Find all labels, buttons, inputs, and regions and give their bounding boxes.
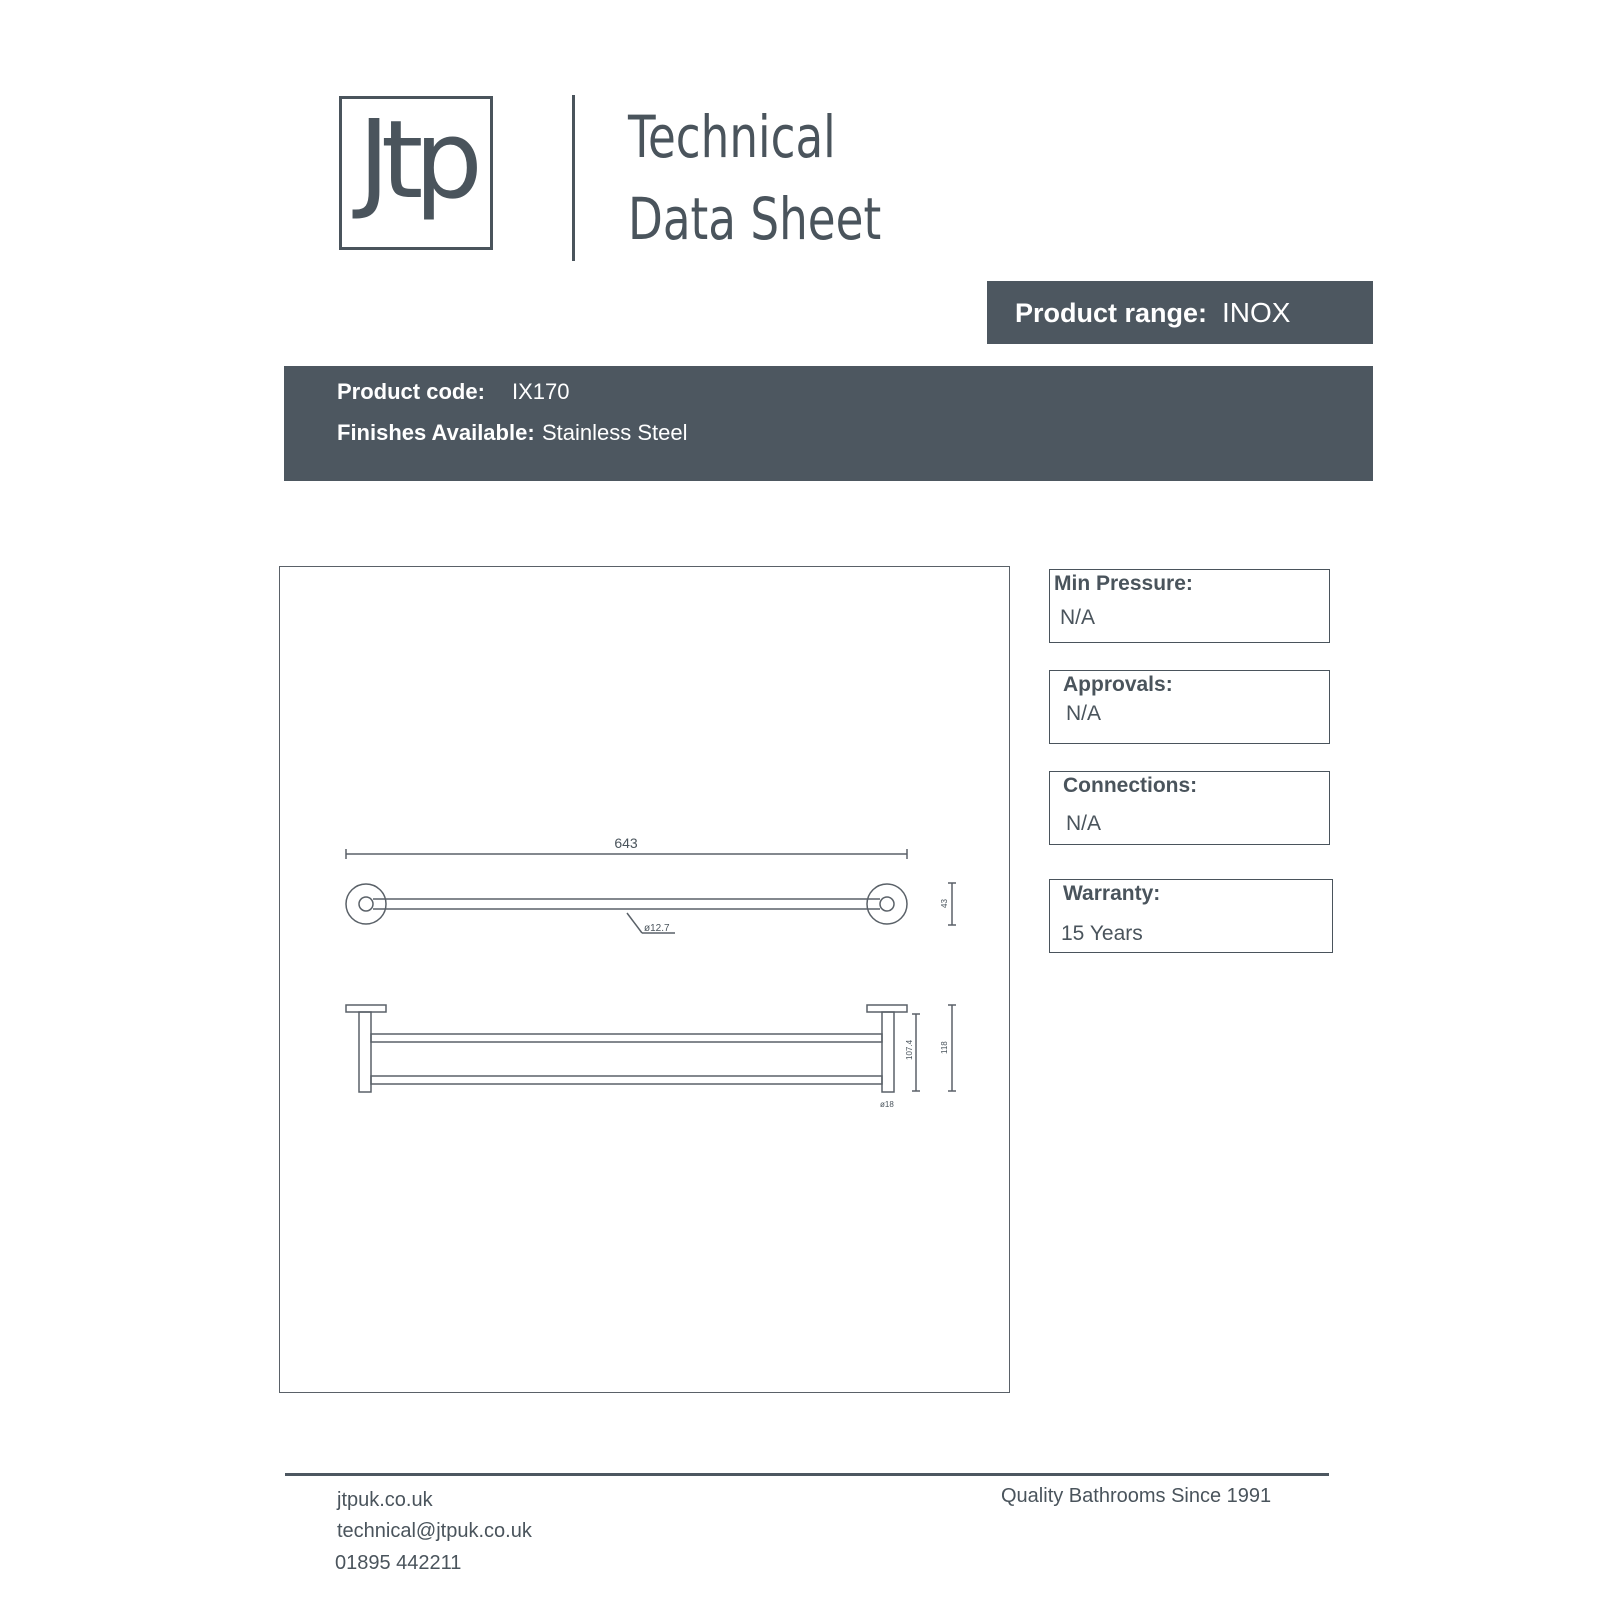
technical-drawing — [280, 567, 1011, 1394]
spec-label: Warranty: — [1063, 882, 1161, 905]
post-diameter-label: ø18 — [880, 1100, 894, 1109]
finishes-value: Stainless Steel — [542, 420, 688, 445]
product-range-label: Product range: — [1015, 298, 1208, 328]
spec-label: Approvals: — [1063, 673, 1173, 696]
product-code-value: IX170 — [512, 379, 570, 404]
tube-leader-line — [627, 913, 642, 933]
left-wall-plate — [346, 884, 386, 924]
footer-website-link[interactable]: jtpuk.co.uk — [337, 1489, 433, 1511]
header-divider — [572, 95, 575, 261]
spec-warranty — [1049, 879, 1333, 953]
product-range-value: INOX — [1222, 297, 1291, 328]
depth-dimension-label: 43 — [940, 899, 949, 908]
document-title-line1: Technical — [628, 103, 836, 171]
logo-text: Jtp — [358, 98, 474, 223]
spec-label: Min Pressure: — [1054, 572, 1193, 595]
technical-drawing-frame — [279, 566, 1010, 1393]
spec-value: 15 Years — [1061, 922, 1143, 945]
spec-value: N/A — [1066, 812, 1102, 835]
footer-tagline: Quality Bathrooms Since 1991 — [1001, 1485, 1272, 1507]
lower-rail — [371, 1076, 882, 1084]
tube-diameter-label: ø12.7 — [644, 923, 670, 934]
left-mount-cap — [346, 1005, 386, 1012]
right-mount-cap — [867, 1005, 907, 1012]
footer-divider — [285, 1473, 1329, 1476]
spec-value: N/A — [1060, 606, 1096, 629]
height-dimension-label: 118 — [940, 1041, 949, 1054]
finishes-row — [337, 420, 688, 446]
spec-min-pressure — [1049, 569, 1330, 643]
right-wall-plate — [867, 884, 907, 924]
rail-gap-dimension-label: 107.4 — [905, 1039, 914, 1060]
product-info-banner — [284, 366, 1373, 481]
left-post — [359, 1012, 371, 1092]
footer-email-link[interactable]: technical@jtpuk.co.uk — [337, 1520, 532, 1542]
spec-label: Connections: — [1063, 774, 1198, 797]
product-code-row — [337, 379, 570, 405]
spec-connections — [1049, 771, 1330, 845]
product-code-label: Product code: — [337, 379, 485, 404]
finishes-label: Finishes Available: — [337, 420, 535, 445]
spec-value: N/A — [1066, 702, 1102, 725]
footer-phone: 01895 442211 — [335, 1552, 462, 1574]
spec-approvals — [1049, 670, 1330, 744]
document-title-line2: Data Sheet — [628, 185, 882, 253]
right-post — [882, 1012, 894, 1092]
upper-rail — [371, 1034, 882, 1042]
brand-logo — [339, 96, 493, 250]
width-dimension-label: 643 — [614, 835, 638, 851]
product-range-banner — [987, 281, 1373, 344]
